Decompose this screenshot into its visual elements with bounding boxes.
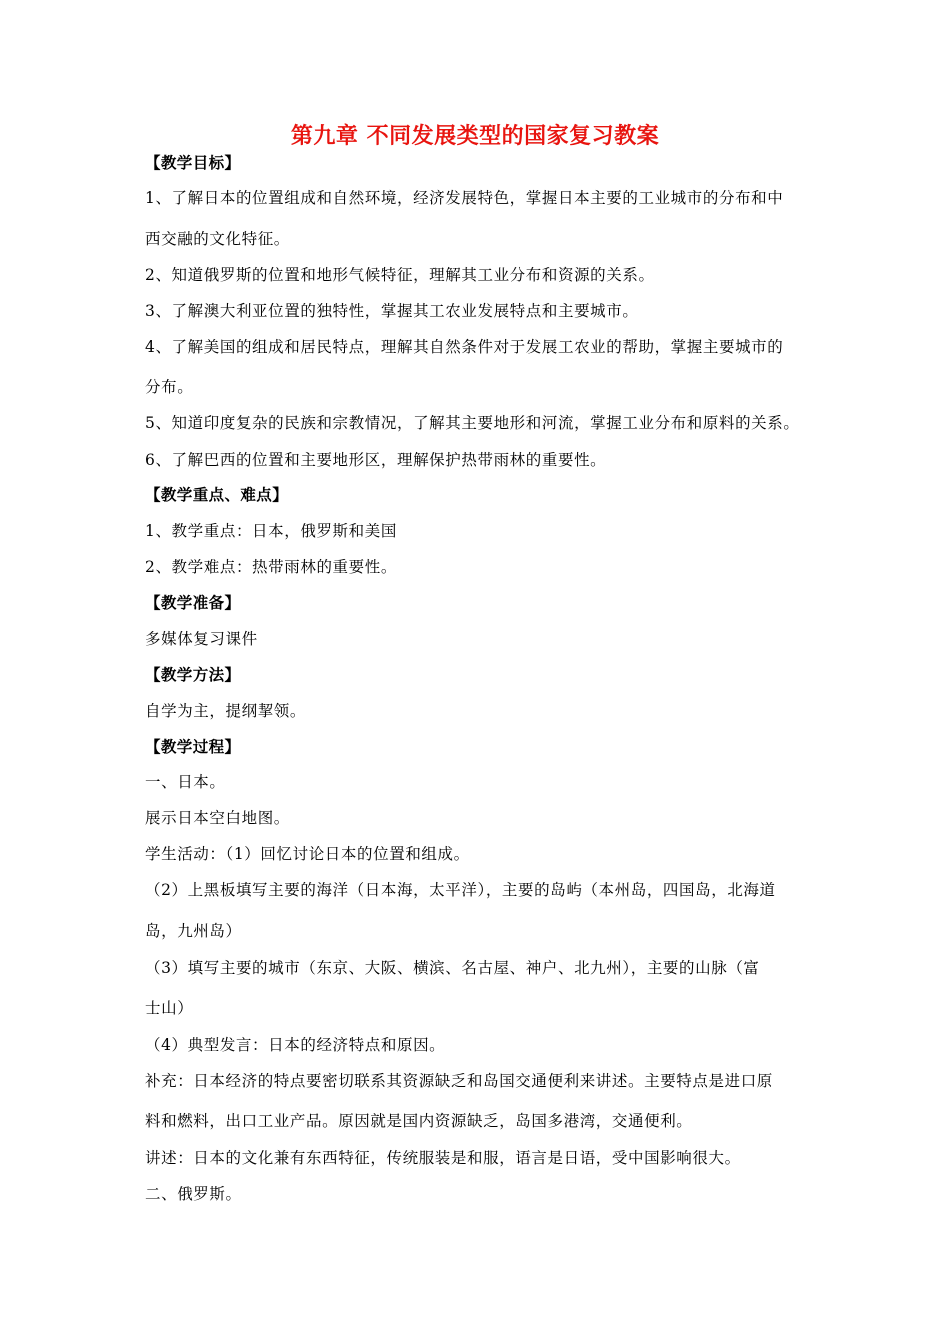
document-title: 第九章 不同发展类型的国家复习教案 [290,124,660,149]
section-heading-preparation: 【教学准备】 [145,594,241,612]
objective-5: 5、知道印度复杂的民族和宗教情况，了解其主要地形和河流，掌握工业分布和原料的关系。 [145,414,800,432]
process-activity-1: 学生活动：（1）回忆讨论日本的位置和组成。 [145,845,470,863]
process-activity-2-line-2: 岛，九州岛） [145,922,242,940]
supplement-line-1: 补充：日本经济的特点要密切联系其资源缺乏和岛国交通便利来讲述。主要特点是进口原 [145,1072,773,1090]
narration-culture: 讲述：日本的文化兼有东西特征，传统服装是和服，语言是日语，受中国影响很大。 [145,1149,741,1167]
method-text: 自学为主，提纲挈领。 [145,702,307,720]
objective-4-line-1: 4、了解美国的组成和居民特点，理解其自然条件对于发展工农业的帮助，掌握主要城市的 [145,338,784,356]
objective-1-line-1: 1、了解日本的位置组成和自然环境，经济发展特色，掌握日本主要的工业城市的分布和中 [145,189,784,207]
process-activity-3-line-2: 士山） [145,999,194,1017]
section-heading-key-points: 【教学重点、难点】 [145,486,289,504]
section-heading-method: 【教学方法】 [145,666,241,684]
objective-4-line-2: 分布。 [145,378,194,396]
process-activity-4: （4）典型发言：日本的经济特点和原因。 [145,1036,446,1054]
process-japan-heading: 一、日本。 [145,773,226,791]
objective-2: 2、知道俄罗斯的位置和地形气候特征，理解其工业分布和资源的关系。 [145,266,655,284]
process-japan-map: 展示日本空白地图。 [145,809,290,827]
section-heading-process: 【教学过程】 [145,738,241,756]
section-heading-objectives: 【教学目标】 [145,154,241,172]
key-point-1: 1、教学重点：日本，俄罗斯和美国 [145,522,397,540]
objective-6: 6、了解巴西的位置和主要地形区，理解保护热带雨林的重要性。 [145,451,607,469]
objective-1-line-2: 西交融的文化特征。 [145,230,290,248]
process-russia-heading: 二、俄罗斯。 [145,1185,242,1203]
process-activity-3-line-1: （3）填写主要的城市（东京、大阪、横滨、名古屋、神户、北九州），主要的山脉（富 [145,959,760,977]
key-point-2: 2、教学难点：热带雨林的重要性。 [145,558,397,576]
process-activity-2-line-1: （2）上黑板填写主要的海洋（日本海，太平洋），主要的岛屿（本州岛，四国岛，北海道 [145,881,776,899]
preparation-text: 多媒体复习课件 [145,630,258,648]
supplement-line-2: 料和燃料，出口工业产品。原因就是国内资源缺乏，岛国多港湾，交通便利。 [145,1112,693,1130]
objective-3: 3、了解澳大利亚位置的独特性，掌握其工农业发展特点和主要城市。 [145,302,639,320]
